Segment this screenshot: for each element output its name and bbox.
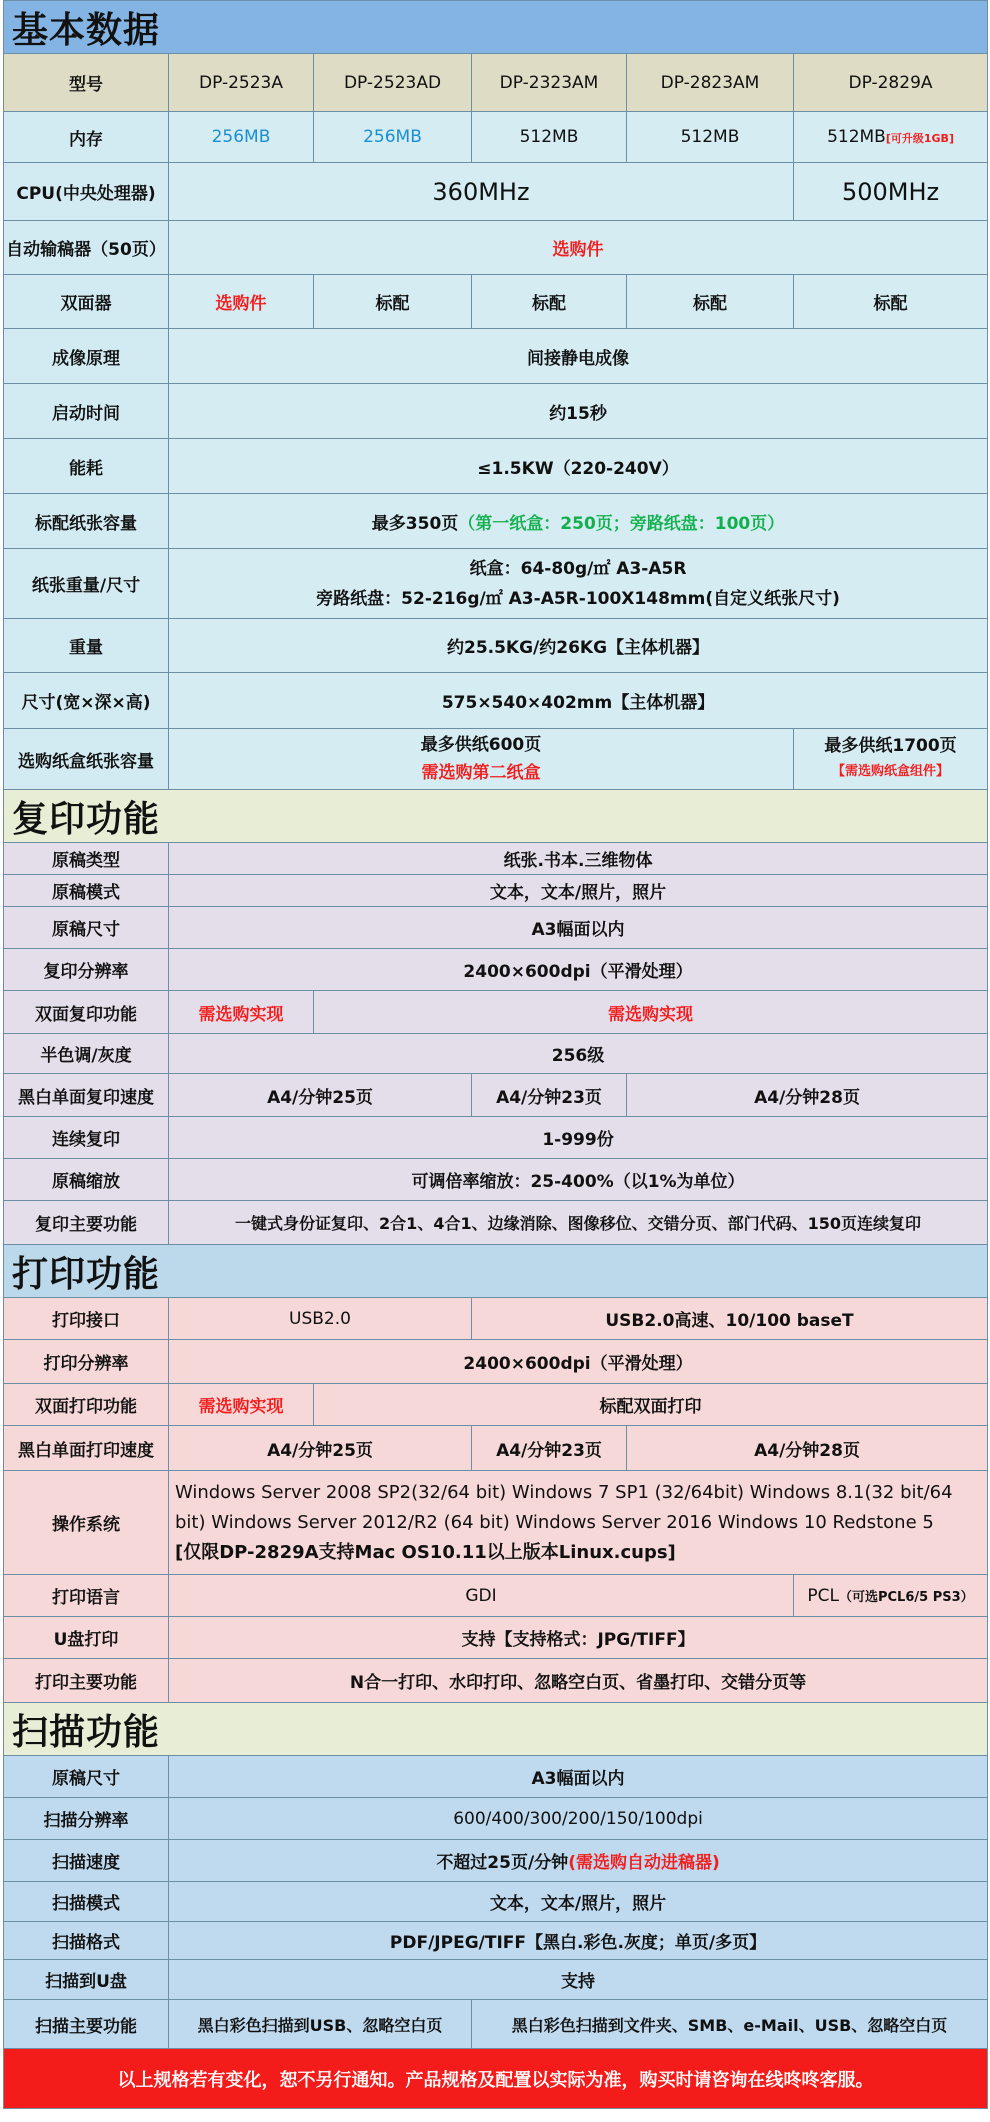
copy-orig-type-value: 纸张.书本.三维物体 — [169, 843, 988, 875]
spec-table — [3, 0, 988, 2109]
copy-orig-mode-value: 文本，文本/照片，照片 — [169, 875, 988, 907]
model-cell: DP-2829A — [794, 54, 988, 112]
footer-notice: 以上规格若有变化，恕不另行通知。产品规格及配置以实际为准，购买时请咨询在线咚咚客服。 — [4, 2049, 988, 2109]
duplex-cell: 选购件 — [169, 275, 314, 329]
paper-capacity-label: 标配纸张容量 — [4, 494, 169, 549]
section-title-print: 打印功能 — [4, 1245, 988, 1298]
print-main-value: N合一打印、水印打印、忽略空白页、省墨打印、交错分页等 — [169, 1659, 988, 1703]
print-interface-b: USB2.0高速、10/100 baseT — [472, 1298, 988, 1340]
optional-tray-a-line1: 最多供纸600页 — [420, 735, 542, 755]
print-lang-b-cell — [794, 1575, 988, 1617]
print-os-note: [仅限DP-2829A支持Mac OS10.11以上版本Linux.cups] — [175, 1541, 676, 1563]
copy-speed-a: A4/分钟25页 — [169, 1074, 472, 1117]
memory-cell — [794, 112, 988, 163]
print-interface-a: USB2.0 — [169, 1298, 472, 1340]
scan-speed-label: 扫描速度 — [4, 1840, 169, 1882]
adf-value: 选购件 — [169, 221, 988, 275]
scan-resolution-label: 扫描分辨率 — [4, 1798, 169, 1840]
optional-tray-b-line1: 最多供纸1700页 — [824, 736, 957, 756]
optional-tray-a — [169, 729, 794, 790]
paper-size-label: 纸张重量/尺寸 — [4, 549, 169, 619]
weight-value: 约25.5KG/约26KG【主体机器】 — [169, 619, 988, 673]
scan-resolution-value: 600/400/300/200/150/100dpi — [169, 1798, 988, 1840]
power-value: ≤1.5KW（220-240V） — [169, 439, 988, 494]
scan-format-label: 扫描格式 — [4, 1922, 169, 1960]
copy-speed-c: A4/分钟28页 — [627, 1074, 988, 1117]
print-duplex-a: 需选购实现 — [169, 1384, 314, 1426]
model-cell: DP-2523AD — [314, 54, 472, 112]
paper-capacity-main: 最多350页 — [371, 513, 459, 534]
copy-continuous-value: 1-999份 — [169, 1117, 988, 1159]
section-title-copy: 复印功能 — [4, 790, 988, 843]
scan-main-a: 黑白彩色扫描到USB、忽略空白页 — [169, 2000, 472, 2049]
paper-size-line2: 旁路纸盘：52-216g/㎡ A3-A5R-100X148mm(自定义纸张尺寸) — [316, 588, 840, 609]
copy-speed-label: 黑白单面复印速度 — [4, 1074, 169, 1117]
copy-orig-size-value: A3幅面以内 — [169, 907, 988, 949]
print-os-label: 操作系统 — [4, 1471, 169, 1575]
duplex-label: 双面器 — [4, 275, 169, 329]
print-resolution-label: 打印分辨率 — [4, 1340, 169, 1384]
copy-orig-mode-label: 原稿模式 — [4, 875, 169, 907]
optional-tray-b — [794, 729, 988, 790]
optional-tray-a-line2: 需选购第二纸盒 — [421, 763, 541, 783]
duplex-cell: 标配 — [794, 275, 988, 329]
print-speed-a: A4/分钟25页 — [169, 1426, 472, 1471]
copy-orig-size-label: 原稿尺寸 — [4, 907, 169, 949]
scan-orig-size-label: 原稿尺寸 — [4, 1756, 169, 1798]
copy-duplex-b: 需选购实现 — [314, 991, 988, 1034]
memory-cell: 256MB — [314, 112, 472, 163]
copy-resolution-label: 复印分辨率 — [4, 949, 169, 991]
memory-cell: 256MB — [169, 112, 314, 163]
scan-speed-cell — [169, 1840, 988, 1882]
copy-zoom-label: 原稿缩放 — [4, 1159, 169, 1201]
paper-capacity-detail: （第一纸盒：250页；旁路纸盘：100页） — [458, 513, 785, 534]
print-duplex-b: 标配双面打印 — [314, 1384, 988, 1426]
scan-speed-note: (需选购自动进稿器) — [568, 1853, 720, 1873]
scan-speed-value: 不超过25页/分钟 — [436, 1853, 569, 1873]
scan-format-value: PDF/JPEG/TIFF【黑白.彩色.灰度；单页/多页】 — [169, 1922, 988, 1960]
memory-value: 512MB — [827, 127, 886, 147]
cpu-value-a: 360MHz — [169, 163, 794, 221]
dimension-label: 尺寸(宽×深×高) — [4, 673, 169, 729]
copy-main-value: 一键式身份证复印、2合1、4合1、边缘消除、图像移位、交错分页、部门代码、150页连续复印 — [169, 1201, 988, 1245]
weight-label: 重量 — [4, 619, 169, 673]
scan-main-b: 黑白彩色扫描到文件夹、SMB、e-Mail、USB、忽略空白页 — [472, 2000, 988, 2049]
model-cell: DP-2523A — [169, 54, 314, 112]
model-cell: DP-2323AM — [472, 54, 627, 112]
print-interface-label: 打印接口 — [4, 1298, 169, 1340]
memory-cell: 512MB — [627, 112, 794, 163]
copy-continuous-label: 连续复印 — [4, 1117, 169, 1159]
section-title-basic: 基本数据 — [4, 1, 988, 54]
copy-main-label: 复印主要功能 — [4, 1201, 169, 1245]
startup-label: 启动时间 — [4, 384, 169, 439]
print-lang-b-note: （可选PCL6/5 PS3） — [838, 1589, 974, 1605]
copy-duplex-label: 双面复印功能 — [4, 991, 169, 1034]
print-duplex-label: 双面打印功能 — [4, 1384, 169, 1426]
imaging-label: 成像原理 — [4, 329, 169, 384]
paper-capacity-value — [169, 494, 988, 549]
copy-duplex-a: 需选购实现 — [169, 991, 314, 1034]
paper-size-line1: 纸盒：64-80g/㎡ A3-A5R — [469, 558, 687, 579]
scan-usb-value: 支持 — [169, 1960, 988, 2000]
copy-halftone-value: 256级 — [169, 1034, 988, 1074]
copy-halftone-label: 半色调/灰度 — [4, 1034, 169, 1074]
print-os-list: Windows Server 2008 SP2(32/64 bit) Windows 7 SP1 (32/64bit) Windows 8.1(32 bit/64 bit) Windows Server 2012/R2 (64 bit) Windows Server 2016 Windows 10 Redstone 5 — [175, 1481, 953, 1533]
print-speed-b: A4/分钟23页 — [472, 1426, 627, 1471]
print-os-value — [169, 1471, 988, 1575]
model-cell: DP-2823AM — [627, 54, 794, 112]
adf-label: 自动输稿器（50页） — [4, 221, 169, 275]
optional-tray-b-line2: 【需选购纸盒组件】 — [832, 764, 950, 779]
print-lang-b: PCL — [807, 1585, 839, 1606]
print-usb-value: 支持【支持格式：JPG/TIFF】 — [169, 1617, 988, 1659]
scan-orig-size-value: A3幅面以内 — [169, 1756, 988, 1798]
dimension-value: 575×540×402mm【主体机器】 — [169, 673, 988, 729]
copy-speed-b: A4/分钟23页 — [472, 1074, 627, 1117]
cpu-label: CPU(中央处理器) — [4, 163, 169, 221]
optional-tray-label: 选购纸盒纸张容量 — [4, 729, 169, 790]
imaging-value: 间接静电成像 — [169, 329, 988, 384]
duplex-cell: 标配 — [314, 275, 472, 329]
print-lang-a: GDI — [169, 1575, 794, 1617]
print-speed-c: A4/分钟28页 — [627, 1426, 988, 1471]
duplex-cell: 标配 — [627, 275, 794, 329]
scan-usb-label: 扫描到U盘 — [4, 1960, 169, 2000]
copy-orig-type-label: 原稿类型 — [4, 843, 169, 875]
print-speed-label: 黑白单面打印速度 — [4, 1426, 169, 1471]
print-usb-label: U盘打印 — [4, 1617, 169, 1659]
memory-label: 内存 — [4, 112, 169, 163]
startup-value: 约15秒 — [169, 384, 988, 439]
section-title-scan: 扫描功能 — [4, 1703, 988, 1756]
print-resolution-value: 2400×600dpi（平滑处理） — [169, 1340, 988, 1384]
copy-resolution-value: 2400×600dpi（平滑处理） — [169, 949, 988, 991]
memory-upgrade-note: [可升级1GB] — [885, 132, 954, 145]
model-label: 型号 — [4, 54, 169, 112]
memory-cell: 512MB — [472, 112, 627, 163]
duplex-cell: 标配 — [472, 275, 627, 329]
scan-mode-label: 扫描模式 — [4, 1882, 169, 1922]
copy-zoom-value: 可调倍率缩放：25-400%（以1%为单位） — [169, 1159, 988, 1201]
scan-main-label: 扫描主要功能 — [4, 2000, 169, 2049]
power-label: 能耗 — [4, 439, 169, 494]
paper-size-value — [169, 549, 988, 619]
print-main-label: 打印主要功能 — [4, 1659, 169, 1703]
cpu-value-b: 500MHz — [794, 163, 988, 221]
scan-mode-value: 文本，文本/照片，照片 — [169, 1882, 988, 1922]
print-lang-label: 打印语言 — [4, 1575, 169, 1617]
